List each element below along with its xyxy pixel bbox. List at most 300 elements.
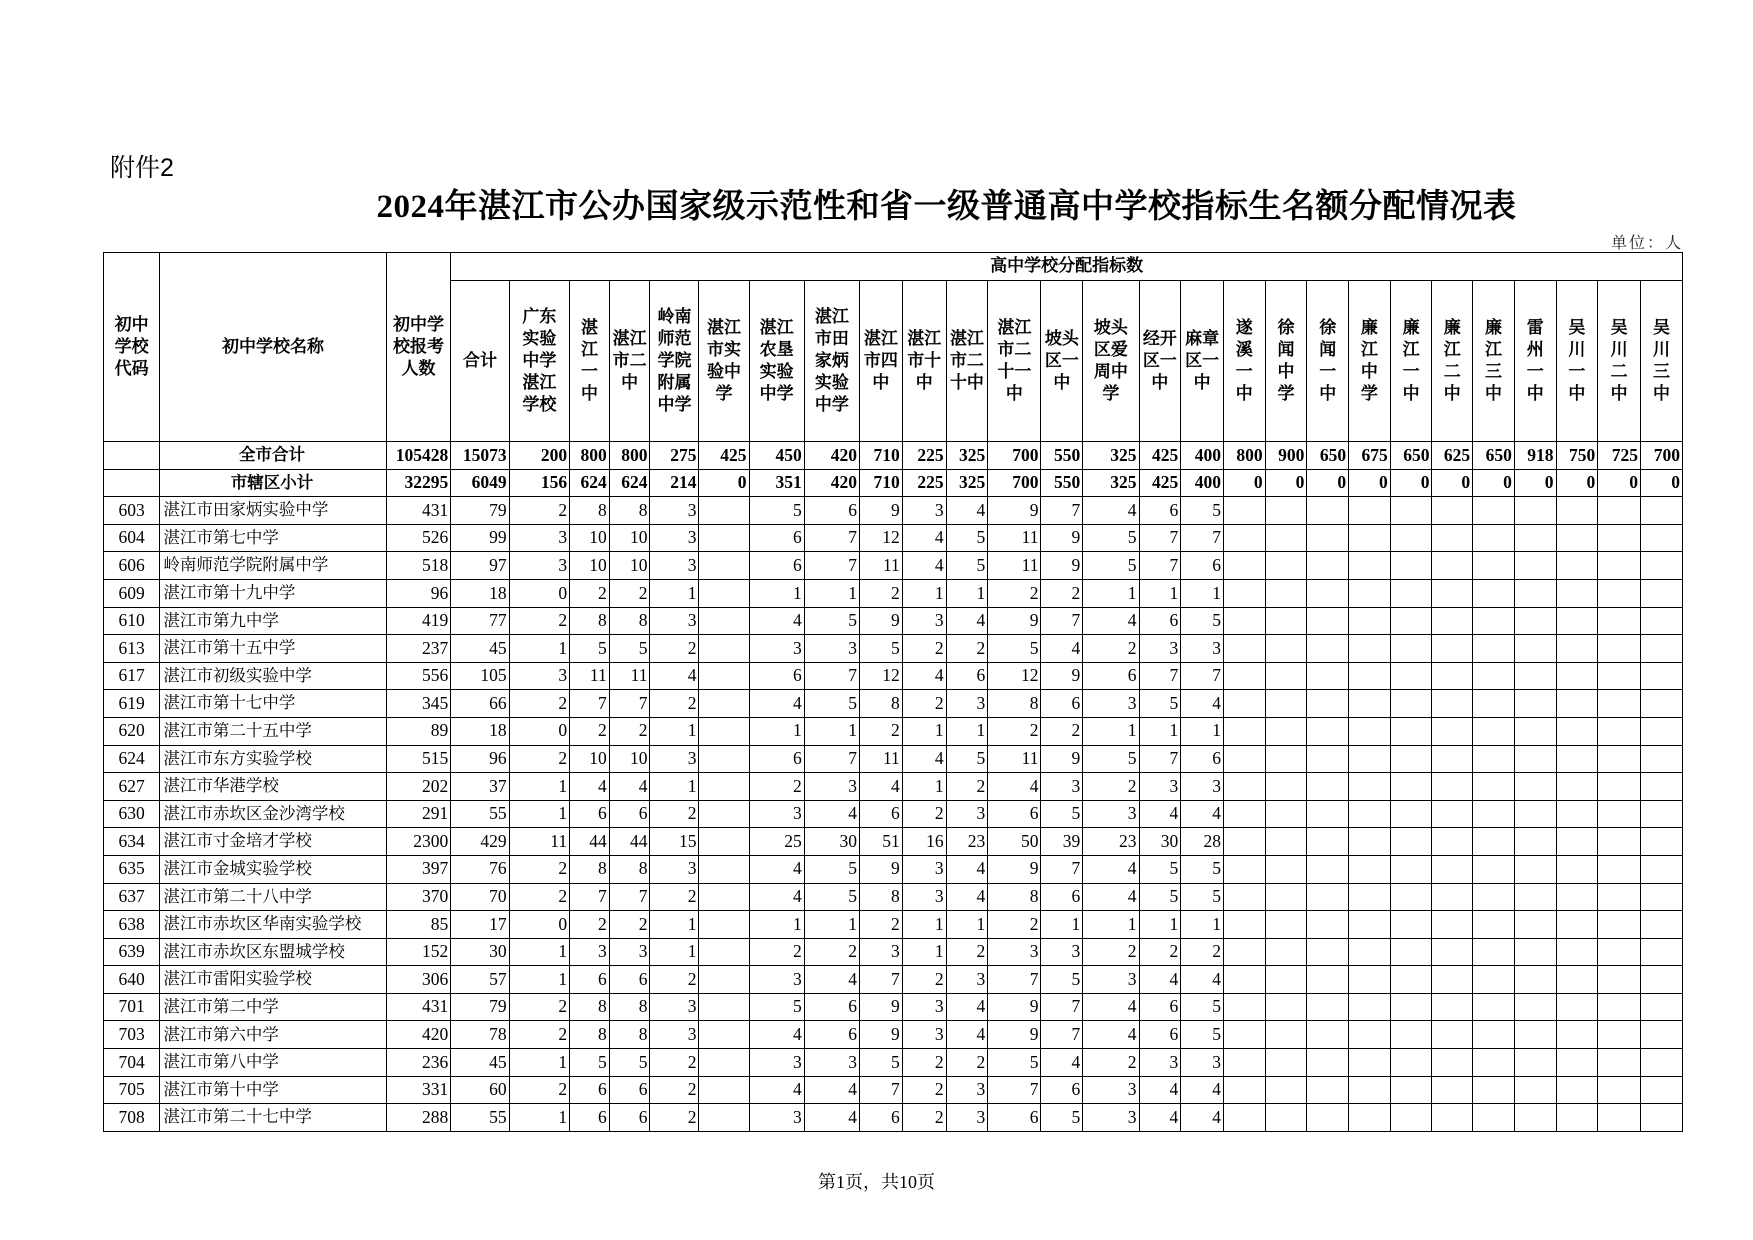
- allocation-cell: [1473, 773, 1515, 801]
- allocation-cell: 3: [1181, 773, 1224, 801]
- allocation-cell: 4: [1139, 1076, 1181, 1104]
- header-high-school-label: 吴川二中: [1610, 317, 1628, 405]
- header-school-code: [104, 253, 160, 442]
- allocation-cell: [1556, 966, 1598, 994]
- allocation-cell: [1223, 966, 1265, 994]
- allocation-cell: [1641, 938, 1683, 966]
- allocation-cell: 1: [1083, 717, 1139, 745]
- allocation-cell: 0: [509, 717, 569, 745]
- allocation-cell: [1390, 773, 1432, 801]
- header-high-school-label: 廉江中学: [1360, 317, 1378, 405]
- total-cell: 105: [451, 662, 509, 690]
- school-code-cell: 613: [104, 635, 160, 663]
- allocation-cell: 3: [988, 938, 1041, 966]
- allocation-cell: [1307, 1049, 1349, 1077]
- allocation-cell: 7: [804, 745, 859, 773]
- header-high-school-label: 徐闻中学: [1277, 317, 1295, 405]
- allocation-cell: [1473, 911, 1515, 939]
- allocation-cell: 9: [860, 607, 903, 635]
- allocation-cell: 7: [1139, 552, 1181, 580]
- allocation-cell: 11: [570, 662, 610, 690]
- allocation-cell: 4: [1181, 1104, 1224, 1132]
- school-name-cell: 湛江市第八中学: [160, 1049, 386, 1077]
- allocation-cell: [1514, 607, 1556, 635]
- total-cell: 66: [451, 690, 509, 718]
- summary-value: 425: [699, 442, 749, 470]
- allocation-cell: [1556, 773, 1598, 801]
- allocation-cell: [1514, 1104, 1556, 1132]
- summary-value: 0: [1432, 469, 1473, 497]
- allocation-cell: [1223, 1104, 1265, 1132]
- summary-label: 市辖区小计: [160, 469, 386, 497]
- allocation-cell: [1473, 717, 1515, 745]
- allocation-cell: [1556, 745, 1598, 773]
- allocation-cell: [1223, 883, 1265, 911]
- table-row: [104, 524, 1683, 552]
- allocation-cell: [699, 1049, 749, 1077]
- allocation-cell: [1641, 1076, 1683, 1104]
- allocation-cell: [1641, 745, 1683, 773]
- allocation-cell: [1223, 911, 1265, 939]
- allocation-cell: 3: [650, 497, 699, 525]
- header-high-school: [860, 281, 903, 442]
- allocation-cell: 3: [804, 635, 859, 663]
- allocation-cell: [1473, 745, 1515, 773]
- allocation-cell: [1349, 662, 1391, 690]
- allocation-cell: [1223, 773, 1265, 801]
- allocation-cell: [1598, 1076, 1641, 1104]
- table-row: [104, 883, 1683, 911]
- summary-value: 550: [1041, 442, 1083, 470]
- allocation-cell: [1265, 828, 1307, 856]
- page-footer: 第1页，共10页: [818, 1172, 935, 1192]
- allocation-cell: [1473, 552, 1515, 580]
- table-row: [104, 745, 1683, 773]
- allocation-cell: [1390, 855, 1432, 883]
- total-cell: 57: [451, 966, 509, 994]
- allocation-cell: [1473, 497, 1515, 525]
- allocation-cell: 8: [609, 855, 650, 883]
- allocation-cell: [1473, 1104, 1515, 1132]
- allocation-cell: [1349, 690, 1391, 718]
- allocation-cell: [1223, 579, 1265, 607]
- applicants-cell: 345: [386, 690, 451, 718]
- allocation-cell: 5: [988, 1049, 1041, 1077]
- allocation-cell: 1: [1181, 911, 1224, 939]
- allocation-cell: 6: [570, 800, 610, 828]
- allocation-cell: 15: [650, 828, 699, 856]
- allocation-cell: 5: [609, 1049, 650, 1077]
- summary-value: 0: [1223, 469, 1265, 497]
- allocation-cell: 3: [946, 1104, 988, 1132]
- allocation-cell: 39: [1041, 828, 1083, 856]
- school-code-cell: 705: [104, 1076, 160, 1104]
- allocation-cell: 7: [1041, 607, 1083, 635]
- allocation-cell: [1514, 1049, 1556, 1077]
- allocation-cell: [699, 745, 749, 773]
- allocation-cell: [1641, 911, 1683, 939]
- total-cell: 429: [451, 828, 509, 856]
- allocation-cell: [1556, 1021, 1598, 1049]
- school-code-cell: 610: [104, 607, 160, 635]
- allocation-cell: 9: [1041, 745, 1083, 773]
- school-name-cell: 湛江市第七中学: [160, 524, 386, 552]
- allocation-cell: 3: [650, 524, 699, 552]
- allocation-cell: 7: [1181, 662, 1224, 690]
- allocation-cell: 11: [509, 828, 569, 856]
- allocation-cell: 5: [749, 497, 804, 525]
- allocation-cell: 3: [1083, 800, 1139, 828]
- allocation-cell: [1641, 690, 1683, 718]
- attachment-label: 附件2: [110, 154, 174, 182]
- school-code-cell: 624: [104, 745, 160, 773]
- allocation-cell: 3: [509, 524, 569, 552]
- allocation-cell: [1223, 1076, 1265, 1104]
- allocation-cell: [1265, 911, 1307, 939]
- allocation-cell: [1473, 993, 1515, 1021]
- allocation-cell: 6: [749, 552, 804, 580]
- total-cell: 78: [451, 1021, 509, 1049]
- allocation-cell: [1514, 911, 1556, 939]
- allocation-cell: [1556, 1104, 1598, 1132]
- allocation-cell: 1: [650, 717, 699, 745]
- allocation-cell: 5: [946, 745, 988, 773]
- allocation-cell: 10: [609, 552, 650, 580]
- allocation-cell: [1223, 938, 1265, 966]
- allocation-cell: 3: [650, 745, 699, 773]
- allocation-cell: [1390, 883, 1432, 911]
- allocation-cell: [1473, 966, 1515, 994]
- allocation-cell: 0: [509, 911, 569, 939]
- allocation-cell: [1307, 1104, 1349, 1132]
- allocation-cell: 4: [902, 552, 946, 580]
- allocation-cell: 2: [749, 773, 804, 801]
- header-applicants: [386, 253, 451, 442]
- allocation-cell: [699, 938, 749, 966]
- allocation-cell: 2: [650, 635, 699, 663]
- allocation-cell: [1390, 607, 1432, 635]
- header-high-school-label: 廉江三中: [1484, 317, 1502, 405]
- allocation-cell: 6: [1181, 745, 1224, 773]
- allocation-cell: 1: [749, 911, 804, 939]
- allocation-cell: 1: [509, 1104, 569, 1132]
- allocation-cell: [699, 662, 749, 690]
- allocation-cell: 2: [1083, 635, 1139, 663]
- table-row: [104, 800, 1683, 828]
- summary-value: 700: [1641, 442, 1683, 470]
- allocation-cell: [1432, 828, 1473, 856]
- allocation-cell: 11: [609, 662, 650, 690]
- total-cell: 55: [451, 1104, 509, 1132]
- allocation-cell: [1641, 497, 1683, 525]
- allocation-cell: 4: [749, 1021, 804, 1049]
- summary-value: 900: [1265, 442, 1307, 470]
- allocation-cell: 25: [749, 828, 804, 856]
- allocation-cell: [1307, 524, 1349, 552]
- summary-value: 750: [1556, 442, 1598, 470]
- header-high-school-label: 坡头区爱周中学: [1093, 317, 1128, 405]
- allocation-cell: [1307, 579, 1349, 607]
- allocation-cell: [1349, 828, 1391, 856]
- allocation-cell: [1307, 690, 1349, 718]
- header-high-school: [1041, 281, 1083, 442]
- allocation-cell: 5: [1083, 524, 1139, 552]
- header-allocation-group: 高中学校分配指标数: [451, 253, 1683, 281]
- allocation-cell: 6: [804, 993, 859, 1021]
- allocation-cell: 7: [804, 552, 859, 580]
- school-code-cell: 617: [104, 662, 160, 690]
- allocation-cell: [1349, 497, 1391, 525]
- allocation-cell: 1: [1041, 911, 1083, 939]
- allocation-cell: 3: [650, 607, 699, 635]
- school-name-cell: 湛江市东方实验学校: [160, 745, 386, 773]
- header-high-school-label: 廉江二中: [1443, 317, 1461, 405]
- allocation-cell: [1390, 911, 1432, 939]
- school-name-cell: 湛江市金城实验学校: [160, 855, 386, 883]
- allocation-cell: [1556, 1049, 1598, 1077]
- total-cell: 45: [451, 1049, 509, 1077]
- header-high-school: [1223, 281, 1265, 442]
- allocation-cell: 4: [749, 1076, 804, 1104]
- allocation-cell: [1432, 1021, 1473, 1049]
- allocation-cell: 2: [650, 800, 699, 828]
- allocation-cell: [1432, 524, 1473, 552]
- allocation-cell: [1598, 497, 1641, 525]
- allocation-cell: [699, 911, 749, 939]
- allocation-cell: [1432, 662, 1473, 690]
- allocation-cell: [1432, 607, 1473, 635]
- allocation-cell: [1598, 855, 1641, 883]
- allocation-cell: 3: [946, 800, 988, 828]
- allocation-cell: 9: [860, 1021, 903, 1049]
- allocation-cell: 9: [860, 993, 903, 1021]
- allocation-cell: 7: [1139, 524, 1181, 552]
- allocation-cell: 2: [509, 497, 569, 525]
- allocation-cell: [1432, 552, 1473, 580]
- allocation-cell: [699, 552, 749, 580]
- allocation-cell: 3: [509, 662, 569, 690]
- applicants-cell: 2300: [386, 828, 451, 856]
- summary-value: 700: [988, 469, 1041, 497]
- header-high-school-label: 廉江一中: [1402, 317, 1420, 405]
- allocation-cell: [1473, 828, 1515, 856]
- applicants-cell: 96: [386, 579, 451, 607]
- summary-value: 725: [1598, 442, 1641, 470]
- allocation-cell: [1556, 662, 1598, 690]
- allocation-cell: [1223, 635, 1265, 663]
- allocation-cell: [1598, 1104, 1641, 1132]
- allocation-cell: 2: [1083, 938, 1139, 966]
- allocation-cell: 9: [1041, 552, 1083, 580]
- allocation-cell: 6: [860, 800, 903, 828]
- header-high-school-label: 雷州一中: [1526, 317, 1544, 405]
- total-cell: 18: [451, 579, 509, 607]
- allocation-cell: [1432, 1104, 1473, 1132]
- table-row: [104, 635, 1683, 663]
- allocation-cell: [699, 607, 749, 635]
- summary-value: 918: [1514, 442, 1556, 470]
- allocation-cell: 1: [804, 911, 859, 939]
- allocation-cell: 2: [650, 1076, 699, 1104]
- allocation-cell: 2: [988, 717, 1041, 745]
- allocation-cell: 2: [509, 607, 569, 635]
- allocation-cell: 4: [749, 883, 804, 911]
- allocation-cell: 5: [1139, 883, 1181, 911]
- school-name-cell: 湛江市初级实验中学: [160, 662, 386, 690]
- table-row: [104, 911, 1683, 939]
- allocation-cell: 4: [1139, 800, 1181, 828]
- summary-value: 420: [804, 469, 859, 497]
- allocation-cell: [1223, 607, 1265, 635]
- header-high-school: [609, 281, 650, 442]
- allocation-cell: [1641, 662, 1683, 690]
- allocation-cell: 2: [1041, 717, 1083, 745]
- applicants-cell: 515: [386, 745, 451, 773]
- summary-value: 325: [1083, 469, 1139, 497]
- total-cell: 45: [451, 635, 509, 663]
- allocation-cell: [699, 717, 749, 745]
- allocation-cell: [1514, 800, 1556, 828]
- allocation-cell: 5: [860, 635, 903, 663]
- allocation-cell: 1: [509, 1049, 569, 1077]
- total-cell: 96: [451, 745, 509, 773]
- school-name-cell: 湛江市第二中学: [160, 993, 386, 1021]
- allocation-cell: [1432, 635, 1473, 663]
- school-name-cell: 湛江市第十七中学: [160, 690, 386, 718]
- school-code-cell: 619: [104, 690, 160, 718]
- allocation-cell: [1641, 993, 1683, 1021]
- summary-value: 625: [1432, 442, 1473, 470]
- allocation-cell: [1265, 690, 1307, 718]
- table-row: [104, 579, 1683, 607]
- allocation-cell: 2: [988, 911, 1041, 939]
- allocation-cell: 3: [946, 690, 988, 718]
- allocation-cell: 8: [988, 883, 1041, 911]
- allocation-cell: 5: [570, 1049, 610, 1077]
- summary-value: 0: [1598, 469, 1641, 497]
- allocation-cell: [1307, 552, 1349, 580]
- allocation-cell: 10: [570, 524, 610, 552]
- allocation-cell: [1265, 607, 1307, 635]
- applicants-cell: 152: [386, 938, 451, 966]
- allocation-cell: [1390, 662, 1432, 690]
- allocation-cell: 9: [1041, 662, 1083, 690]
- allocation-cell: 3: [902, 497, 946, 525]
- total-cell: 97: [451, 552, 509, 580]
- allocation-cell: [1556, 552, 1598, 580]
- allocation-cell: [1307, 497, 1349, 525]
- allocation-cell: [1265, 1021, 1307, 1049]
- allocation-cell: [1641, 773, 1683, 801]
- allocation-cell: 3: [902, 855, 946, 883]
- allocation-cell: [1265, 497, 1307, 525]
- header-high-school-label: 吴川三中: [1653, 317, 1670, 405]
- summary-code-cell: [104, 469, 160, 497]
- summary-value: 400: [1181, 442, 1224, 470]
- allocation-cell: 3: [1139, 1049, 1181, 1077]
- allocation-cell: [1598, 524, 1641, 552]
- allocation-cell: [1598, 966, 1641, 994]
- allocation-cell: [1556, 855, 1598, 883]
- allocation-cell: 3: [902, 883, 946, 911]
- header-high-school: [1432, 281, 1473, 442]
- total-cell: 55: [451, 800, 509, 828]
- total-cell: 76: [451, 855, 509, 883]
- summary-value: 700: [988, 442, 1041, 470]
- allocation-cell: [699, 773, 749, 801]
- allocation-cell: [1598, 800, 1641, 828]
- allocation-cell: 2: [609, 717, 650, 745]
- allocation-cell: [1556, 800, 1598, 828]
- allocation-cell: 3: [650, 993, 699, 1021]
- allocation-cell: 5: [946, 552, 988, 580]
- header-total-label: 合计: [462, 350, 497, 371]
- allocation-cell: [1432, 938, 1473, 966]
- allocation-cell: [699, 1021, 749, 1049]
- allocation-cell: 10: [609, 745, 650, 773]
- allocation-cell: 3: [946, 966, 988, 994]
- allocation-cell: [1473, 607, 1515, 635]
- summary-value: 425: [1139, 469, 1181, 497]
- allocation-cell: 5: [1041, 1104, 1083, 1132]
- allocation-cell: 6: [804, 497, 859, 525]
- header-high-school: [1307, 281, 1349, 442]
- allocation-cell: [1432, 745, 1473, 773]
- allocation-cell: [1390, 497, 1432, 525]
- allocation-cell: 2: [902, 690, 946, 718]
- allocation-cell: [1349, 717, 1391, 745]
- allocation-cell: 4: [749, 607, 804, 635]
- allocation-cell: 7: [1041, 1021, 1083, 1049]
- allocation-cell: 6: [1041, 1076, 1083, 1104]
- allocation-cell: 4: [749, 855, 804, 883]
- header-high-school: [570, 281, 610, 442]
- allocation-cell: [1432, 1049, 1473, 1077]
- allocation-cell: 7: [804, 524, 859, 552]
- school-name-cell: 湛江市田家炳实验中学: [160, 497, 386, 525]
- allocation-cell: 6: [1139, 497, 1181, 525]
- allocation-cell: [1432, 883, 1473, 911]
- allocation-cell: 4: [1181, 690, 1224, 718]
- allocation-cell: 11: [860, 745, 903, 773]
- school-code-cell: 639: [104, 938, 160, 966]
- allocation-cell: [1598, 883, 1641, 911]
- allocation-cell: 5: [1139, 690, 1181, 718]
- allocation-cell: 4: [1181, 800, 1224, 828]
- allocation-cell: [1307, 938, 1349, 966]
- allocation-cell: [1265, 1049, 1307, 1077]
- allocation-cell: [1473, 1021, 1515, 1049]
- allocation-cell: 8: [609, 993, 650, 1021]
- allocation-cell: [1473, 579, 1515, 607]
- allocation-cell: [1598, 773, 1641, 801]
- header-high-school: [1349, 281, 1391, 442]
- allocation-cell: 1: [509, 800, 569, 828]
- school-code-cell: 604: [104, 524, 160, 552]
- allocation-cell: [1349, 855, 1391, 883]
- allocation-cell: [1473, 662, 1515, 690]
- allocation-cell: 1: [749, 579, 804, 607]
- allocation-cell: 2: [804, 938, 859, 966]
- school-code-cell: 609: [104, 579, 160, 607]
- allocation-cell: 9: [860, 497, 903, 525]
- allocation-cell: [1265, 993, 1307, 1021]
- allocation-cell: 1: [1083, 579, 1139, 607]
- allocation-cell: [1307, 717, 1349, 745]
- allocation-cell: 6: [609, 1076, 650, 1104]
- allocation-cell: 3: [1181, 1049, 1224, 1077]
- allocation-cell: 3: [749, 966, 804, 994]
